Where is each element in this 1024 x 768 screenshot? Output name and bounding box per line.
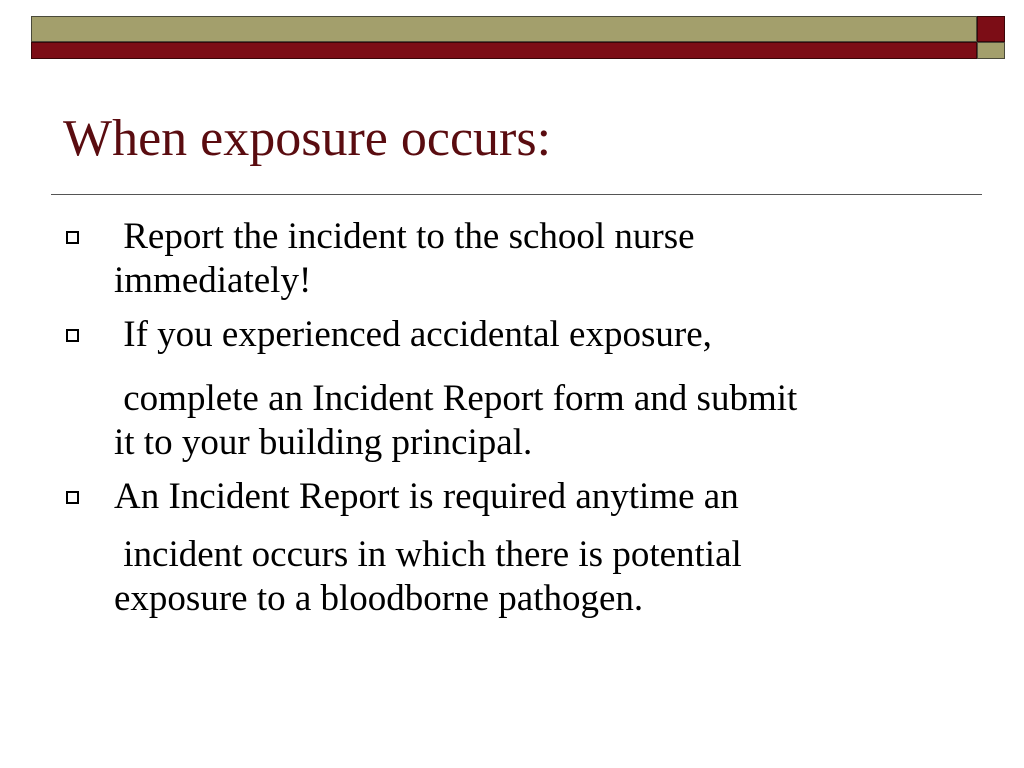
hollow-square-bullet-icon <box>66 231 79 244</box>
bullet-list <box>60 215 960 631</box>
bullet-line: If you experienced accidental exposure, <box>114 314 712 355</box>
bullet-item <box>60 475 960 621</box>
header-maroon-bar <box>31 42 977 59</box>
hollow-square-bullet-icon <box>66 491 79 504</box>
header-maroon-square <box>977 16 1005 42</box>
bullet-line: it to your building principal. <box>114 422 533 463</box>
bullet-line: An Incident Report is required anytime an <box>114 476 739 517</box>
bullet-item <box>60 313 960 465</box>
bullet-item <box>60 215 960 303</box>
bullet-line: incident occurs in which there is potential <box>114 534 742 575</box>
header-olive-square <box>977 42 1005 59</box>
bullet-line: immediately! <box>114 260 312 301</box>
bullet-line: Report the incident to the school nurse <box>114 216 695 257</box>
bullet-line: complete an Incident Report form and submit <box>114 378 798 419</box>
hollow-square-bullet-icon <box>66 329 79 342</box>
header-olive-bar <box>31 16 977 42</box>
bullet-line: exposure to a bloodborne pathogen. <box>114 578 644 619</box>
title-divider <box>51 194 982 195</box>
slide-title: When exposure occurs: <box>63 110 552 167</box>
